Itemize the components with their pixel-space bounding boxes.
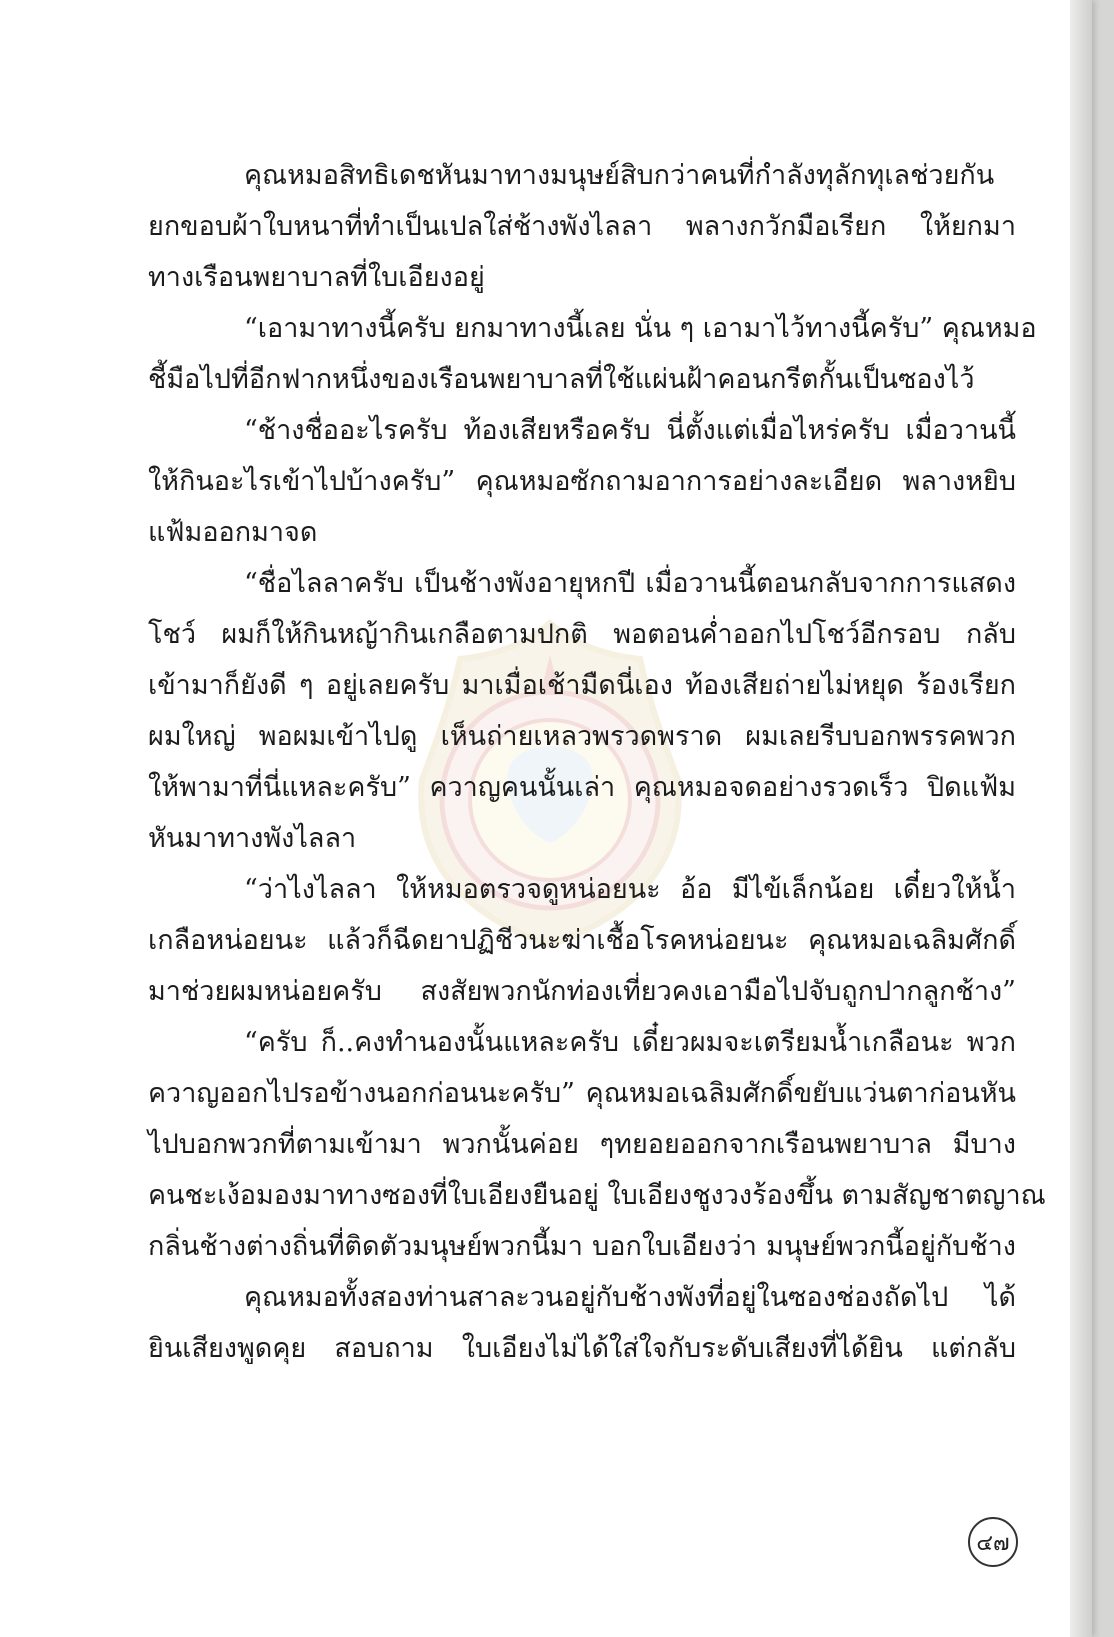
text-line: “ช้างชื่ออะไรครับ ท้องเสียหรือครับ นี่ตั้งแต่เมื่อไหร่ครับ เมื่อวานนี้	[244, 415, 1016, 446]
page-edge-shadow	[1070, 0, 1092, 1637]
text-line: คุณหมอทั้งสองท่านสาละวนอยู่กับช้างพังที่อยู่ในซองช่องถัดไป ได้	[244, 1282, 1016, 1313]
text-line: “ว่าไงไลลา ให้หมอตรวจดูหน่อยนะ อ้อ มีไข้เล็กน้อย เดี๋ยวให้น้ำ	[244, 874, 1016, 905]
text-line: กลิ่นช้างต่างถิ่นที่ติดตัวมนุษย์พวกนี้มา บอกใบเอียงว่า มนุษย์พวกนี้อยู่กับช้าง	[148, 1231, 1016, 1262]
text-line: ยกขอบผ้าใบหนาที่ทำเป็นเปลใส่ช้างพังไลลา พลางกวักมือเรียก ให้ยกมา	[148, 211, 1016, 242]
text-line: “เอามาทางนี้ครับ ยกมาทางนี้เลย นั่น ๆ เอามาไว้ทางนี้ครับ” คุณหมอ	[244, 313, 1037, 344]
text-line: หันมาทางพังไลลา	[148, 823, 357, 854]
text-line: ไปบอกพวกที่ตามเข้ามา พวกนั้นค่อย ๆทยอยออกจากเรือนพยาบาล มีบาง	[148, 1129, 1016, 1160]
text-line: มาช่วยผมหน่อยครับ สงสัยพวกนักท่องเที่ยวคงเอามือไปจับถูกปากลูกช้าง”	[148, 976, 1016, 1007]
body-text	[148, 150, 1046, 1374]
page-number: ๔๗	[968, 1517, 1018, 1567]
text-line: “ชื่อไลลาครับ เป็นช้างพังอายุหกปี เมื่อวานนี้ตอนกลับจากการแสดง	[244, 568, 1016, 599]
text-line: ให้พามาที่นี่แหละครับ” ควาญคนนั้นเล่า คุณหมอจดอย่างรวดเร็ว ปิดแฟ้ม	[148, 772, 1016, 803]
text-line: เข้ามาก็ยังดี ๆ อยู่เลยครับ มาเมื่อเช้ามืดนี่เอง ท้องเสียถ่ายไม่หยุด ร้องเรียก	[148, 670, 1016, 701]
text-line: เกลือหน่อยนะ แล้วก็ฉีดยาปฏิชีวนะฆ่าเชื้อโรคหน่อยนะ คุณหมอเฉลิมศักดิ์	[148, 925, 1016, 956]
text-line: ให้กินอะไรเข้าไปบ้างครับ” คุณหมอซักถามอาการอย่างละเอียด พลางหยิบ	[148, 466, 1016, 497]
text-line: ยินเสียงพูดคุย สอบถาม ใบเอียงไม่ได้ใส่ใจกับระดับเสียงที่ได้ยิน แต่กลับ	[148, 1333, 1016, 1364]
text-line: ทางเรือนพยาบาลที่ใบเอียงอยู่	[148, 262, 485, 293]
text-line: ควาญออกไปรอข้างนอกก่อนนะครับ” คุณหมอเฉลิมศักดิ์ขยับแว่นตาก่อนหัน	[148, 1078, 1016, 1109]
text-line: ชี้มือไปที่อีกฟากหนึ่งของเรือนพยาบาลที่ใช้แผ่นฝ้าคอนกรีตกั้นเป็นซองไว้	[148, 364, 975, 395]
text-line: “ครับ ก็..คงทำนองนั้นแหละครับ เดี๋ยวผมจะเตรียมน้ำเกลือนะ พวก	[244, 1027, 1016, 1058]
text-line: โชว์ ผมก็ให้กินหญ้ากินเกลือตามปกติ พอตอนค่ำออกไปโชว์อีกรอบ กลับ	[148, 619, 1016, 650]
text-line: คุณหมอสิทธิเดชหันมาทางมนุษย์สิบกว่าคนที่กำลังทุลักทุเลช่วยกัน	[244, 160, 995, 191]
text-line: ผมใหญ่ พอผมเข้าไปดู เห็นถ่ายเหลวพรวดพราด ผมเลยรีบบอกพรรคพวก	[148, 721, 1016, 752]
text-line: แฟ้มออกมาจด	[148, 517, 318, 548]
text-line: คนชะเง้อมองมาทางซองที่ใบเอียงยืนอยู่ ใบเอียงชูงวงร้องขึ้น ตามสัญชาตญาณ	[148, 1180, 1046, 1211]
